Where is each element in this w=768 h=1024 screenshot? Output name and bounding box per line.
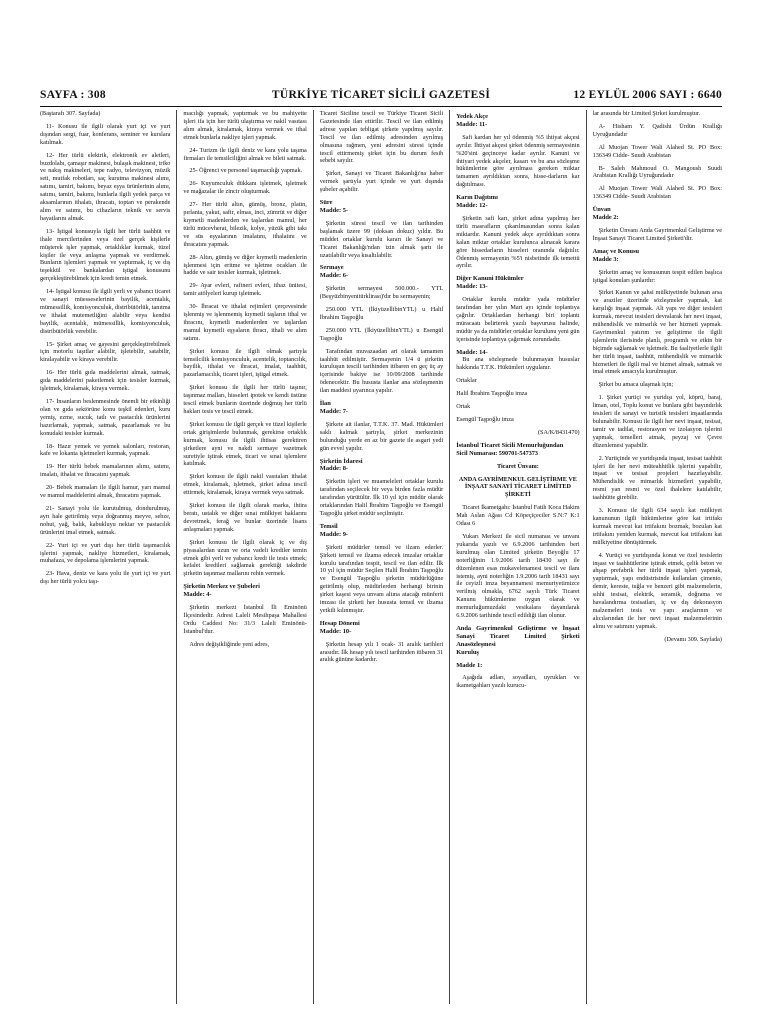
article-number: Madde 1: (456, 661, 483, 669)
paragraph: Adres değişikliğinde yeni adres, (189, 640, 270, 648)
paragraph: 16- Her türlü gıda maddelerini almak, satmak, gıda maddelerini paketlemek için tesisler kurmak, işletmek, kiralamak, kiraya vermek. (40, 369, 171, 393)
paragraph: 3. Konusu ile ilgili 634 sayılı kat mülkiyet kanununun ilgili hükümlerine göre kat irtifakı kurmak mevcut kat irtifakını bozmak, bozulan kat irtifakını yeniden kurmak, mevcut kat irtifakını kat mülkiyetine dönüştürmek. (592, 507, 722, 546)
paragraph: Şirket Kanun ve şahsi mülkiyetinde bulunan arsa ve araziler üzerinde sözleşmeler yapmak, kat karşılığı inşaat yapmak. Alt yapı ve diğer tesisleri kurmak, mevcut tesisleri devralarak her nevi inşaat, mühendislik ve mimarlık ve her hizmeti yapmak. Gayrimenkul yatırım ve geliştirme ile ilgili işlemlerin ilerisinde planlı, programlı ve etkin bir biçimde sağlamak ve işletmek. Bu faaliyetlerle ilgili her türlü inşaat, taahhüt, mühendislik ve mimarlık hizmetleri ile ilgili mal ve hizmet almak, satmak ve imal etmek amacıyla kurulmuştur. (592, 289, 722, 376)
column-4 (449, 110, 585, 1004)
paragraph: 250.000 YTL (İkiyüzellibinYTL) u Halil İbrahim Taşpoğlu (319, 306, 444, 321)
section-heading: İlan (319, 400, 331, 408)
paragraph: Şirketin Ünvanı Anda Gayrimenkul Geliştirme ve İnşaat Sanayi Ticaret Limited Şirketi'dir. (592, 226, 722, 242)
paragraph: 11- Konusu ile ilgili olarak yurt içi ve yurt dışından sergi, fuar, konferans, seminer ve kurslara katılmak. (40, 122, 171, 146)
paragraph: 14- İştigal konusu ile ilgili yerli ve yabancı ticaret ve sanayi müesseselerinin bayilik, acentalık, mümessillik, komisyonculuk, distribütörlük, tanıtma ve ithalat mutemetliğini alabilir veya kendisi bayilik, acentalık, mümessillik, komisyonculuk, distribütörlük verebilir. (40, 288, 171, 335)
paragraph: Ticaret İkametgahı: İstanbul Fatih Koca Hakim Mah Aslan Ağası Cd Köpeçiçeciler S.N:7 K:1 Odası 6 (456, 504, 580, 528)
paragraph: Şirketi müdürler temsil ve ilzam ederler. Şirketi temsil ve ilzama edecek imzalar ortaklar kurulu tarafından tespit, tescil ve ilan edilir. İlk 10 yıl için müdür Seçilen Halil İbrahim Taşpoğlu ve Esengül Taşpoğlu şirketin müdürlüğüne getirilmiş olup, müdürlerden herhangi birinin şirket kaşesi veya unvanı altına atacağı münferit imzası ile şirketi her hususta temsil ve ilzama yetkili kılınmıştır. (319, 543, 444, 614)
issue-date: 12 EYLÜL 2006 SAYI : 6640 (573, 89, 722, 101)
section-heading: Amaç ve Konusu (592, 247, 640, 255)
section-heading: Madde: 14- (456, 348, 488, 356)
section-heading: Sermaye (319, 264, 344, 272)
article-number: Madde: 8- (319, 465, 349, 473)
paragraph: 24- Turizm ile ilgili deniz ve kara yolu taşıma firmaları ile temsilciliğini almak ve bileti satmak. (183, 146, 307, 162)
company-name: ANDA GAYRİMENKUL GELİŞTİRME VE İNŞAAT SANAYİ TİCARET LİMİTED ŞİRKETİ (458, 475, 577, 499)
paragraph: Şirketin merkezi İstanbul İli Eminönü İlçesindedir. Adresi Laleli Mesihpaşa Mahallesi Ordu Caddesi No: 31/3 Laleli Eminönü- İstanbul'dur. (183, 604, 307, 635)
paragraph: 30- İhracat ve ithalat rejimleri çerçevesinde işlenmiş ve işlenmemiş kıymetli taşların ithal ve ihracını, kıymetli madenlerden ve taşlardan mamul kıymetli eşyaların ihracı, ithali ve alım satımı. (183, 303, 307, 342)
paragraph: Şirket bu amaca ulaşmak için; (598, 381, 674, 389)
paragraph: 27- Her türlü altın, gümüş, bronz, platin, pırlanta, yakut, safir, elmas, inci, zümrüt ve diğer kıymetli madenlerden ve taşlardan mamul, her türlü mücevherat, bilezik, kolye, yüzük gibi takı ve süs eşyalarının imalatını, ithalatını ve ihracatını yapmak. (183, 201, 307, 248)
paragraph: Şirket, Sanayi ve Ticaret Bakanlığı'na haber vermek şartıyla yurt içinde ve yurt dışında şubeler açabilir. (319, 170, 444, 194)
paragraph: Şirket konusu ile ilgili olarak iç ve dış piyasalardan uzun ve orta vadeli krediler temin etmek gibi yerli ve yabancı kredi ile tesis etmek; kefalet kredileri sağlamak gerektiği takdirde şirketin taşınmaz mallarını rehin vermek. (183, 538, 307, 578)
paragraph: Ortak (456, 403, 471, 411)
paragraph: Ticaret Siciline tescil ve Türkiye Ticaret Sicili Gazetesinde ilan ettirilir. Tescil ve ilan edilmiş adrese yapılan tebligat şirkete yapılmış sayılır. Tescil ve ilan edilmiş adresinden ayrılmış olmasına rağmen, yeni adresini süresi içinde tescil ettirmemiş şirket için bu durum fesih sebebi sayılır. (319, 110, 444, 165)
paragraph: Şirketin safi karı, şirket adına yapılmış her türlü masrafların çıkarılmasından sonra kalan miktardır. Kanuni yedek akçe ayrıldıktan sonra kalan miktar ortaklar kurulunca alınacak karara göre hissedarların hisseleri oranında dağıtılır. Ödenmiş sermayenin %5'i nisbetinde ilk temettü ayrılır. (456, 214, 580, 270)
paragraph: 19- Her türlü bebek mamalarının alımı, satımı, imalatı, ithalat ve ihracatını yapmak. (40, 463, 171, 479)
paragraph: lar arasında bir Limited Şirket kurulmuştur. (592, 110, 701, 117)
paragraph: 20- Bebek mamaları ile ilgili hamur, yarı mamul ve mamul maddelerini almak, ihracatını yapmak. (40, 484, 171, 500)
paragraph: 18- Hazır yemek ve yemek salonları, restoran, kafe ve lokanta işletmeleri kurmak, yapmak. (40, 442, 171, 458)
column-3 (313, 110, 449, 1004)
paragraph: 25- Öğrenci ve personel taşımacılığı yapmak. (189, 167, 303, 175)
paragraph: Al Muojan Tower Wali Alahed St. PO Box: 136349 Cidde- Suudi Arabistan (592, 185, 722, 201)
text-columns (40, 110, 722, 1004)
paragraph: Şirketin hesap yılı 1 ocak- 31 aralık tarihleri arasıdır. İlk hesap yılı tescil tarihinden itibaren 31 aralık gününe kadardır. (319, 640, 444, 664)
section-heading: Karın Dağıtımı (456, 194, 498, 202)
section-heading: Anda Gayrimenkul Geliştirme ve İnşaat Sanayi Ticaret Limited Şirketi Anasözleşmesi (456, 624, 580, 648)
article-number: Madde: 13- (456, 283, 488, 291)
paragraph: Şirket konusu ile ilgili olarak marka, ihtira beratı, ustalık ve diğer sınai mülkiyet haklarını devretmek, ferağ ve bunlar üzerinde lisans anlaşmaları yapmak. (183, 502, 307, 533)
article-number: Madde: 9- (319, 530, 349, 538)
paragraph: Bu ana sözleşmede bulunmayan hususlar hakkında T.T.K. Hükümleri uygulanır. (456, 356, 580, 372)
paragraph: Aşağıda adları, soyadları, uyrukları ve ikametgahları yazılı kurucu- (456, 674, 580, 690)
paragraph: Tarafından muvazaadan ari olarak tamamen taahhüt edilmiştir. Sermayenin 1/4 ü şirketin kuruluşun tescili tarihinden itibaren en geç üç ay içerisinde bakiye ise 10/09/2008 tarihinde ödenecektir. Bu hususta ilanlar ana sözleşmenin ilan maddesi uyarınca yapılır. (319, 347, 444, 395)
article-number: Madde: 4- (183, 591, 212, 599)
paragraph: Şirkete ait ilanlar, T.T.K. 37. Mad. Hükümleri saklı kalmak şartıyla, şirket merkezinin bulunduğu yerde en az bir gazete ile asgari yedi gün evvel yapılır. (319, 420, 444, 452)
article-number: Madde: 10- (319, 627, 352, 635)
section-heading: Diğer Kanuni Hükümler (456, 275, 524, 283)
section-heading: Ünvan (592, 206, 611, 214)
section-heading: Yedek Akçe (456, 113, 488, 120)
page-number: SAYFA : 308 (40, 89, 106, 101)
article-number: Madde: 7- (319, 408, 349, 415)
column-1 (40, 110, 176, 1004)
paragraph: 12- Her türlü elektrik, elektronik ev aletleri, buzdolabı, çamaşır makinesi, bulaşık makinesi, triko ve nakış makineleri, tepe radyo, televizyon, müzik seti, mutfak robotları, saç kurutma makinesi alımı, satımı, tamiri, bakımı, beyaz eşya ürünlerinin alımı, satımı, tamiri, bakımı, bunlarla ilgili yedek parça ve aksamlarının ithalatı, ihracatı, toptan ve perakende alım ve satımı, bu cihazların teknik ve servis hayatlarını almak. (40, 151, 171, 222)
registry-number: Sicil Numarası: 590701-547373 (456, 449, 538, 457)
continuation-note: (Baştarafı 307. Sayfada) (40, 110, 101, 117)
paragraph: 13- İştigal konusuyla ilgili her türlü taahhüt ve ihale mercilerinden veya özel gerçek kişilerle müşterek işler yapmak, ortaklıklar kurmak, tüzel kişiler ile veya anlaşma yapmak ve verdirmek. Bunların işlemleri yapmak ve yaptırmak, iç ve dış teşekkül ve bankalardan iştigal konusunu gerçekleştirebilmek için kredi temin etmek. (40, 227, 171, 283)
paragraph: 23- Hava, deniz ve kara yolu ile yurt içi ve yurt dışı her türlü yolcu taşı- (40, 570, 171, 586)
paragraph: Safi kardan her yıl ödenmiş %5 ihtiyat akçesi ayrılır. İhtiyat akçesi şirket ödenmiş sermayesinin %20'sini geçinceye kadar ayrılır. Kanuni ve ihtiyari yedek akçeler, kasarı ve bu ana sözleşme hükümlerine göre ayrılması gereken miktar tamamen ayrıldıktan sonra, hisse-darların kar dağıtılması. (456, 133, 580, 189)
article-number: Madde: 6- (319, 272, 349, 280)
paragraph: B- Saleh Mahmoud O. Mangoush Suudi Arabistan Krallığı Uyruğundadır (592, 164, 722, 180)
paragraph: Şirketin sermayesi 500.000.- YTL (Beşyüzbinyenitürklirası)'dır bu sermayenin; (319, 285, 444, 301)
continued-note: (Devamı 309. Sayfada) (664, 635, 722, 643)
paragraph: Şirketin amaç ve konusunun tespit edilen başlıca iştigal konuları şunlardır: (592, 268, 722, 284)
paragraph: 4. Yurtiçi ve yurtdışında konut ve özel tesislerin inşası ve taahhütlerine iştirak etmek, çelik beton ve ahşap prefabrik her türlü inşaat işleri yapmak, yaptırmak, yapı endüstrisinde kullanılan çimento, demir, kereste, tuğla ve benzeri gibi malzemelerin, sıhhi tesisat, elektrik, seramik, doğrama ve havalandırma tesisatları, iç ve dış dekorasyon malzemeleri tesis ve yapı araçlarının ve alıcılarından ile her nevi inşaat malzemelerinin alımı ve satımını yapmak. (592, 551, 722, 630)
article-number: Madde: 5- (319, 206, 349, 214)
paragraph: Şirketin süresi tescil ve ilan tarihinden başlamak üzere 99 (doksan dokuz) yıldır. Bu müddet ortaklar kurulu kararı ile Sanayi ve Ticaret Bakanlığı'ndan izin almak şartı ile uzatılabilir veya kısaltılabilir. (319, 219, 444, 259)
paragraph: 29- Ayar evleri, rafineri evleri, ithaz ünitesi, tamir atölyeleri kurup işletmek. (183, 282, 307, 298)
section-heading: Hesap Dönemi (319, 619, 360, 627)
paragraph: Şirket konusu ile ilgili her türlü taşınır, taşınmaz malları, hisseleri ipotek ve kendi üstüne tescil etmek bunların üzerinde doğmuş her türlü hakları tesis ve tescil etmek. (183, 384, 307, 415)
column-5 (586, 110, 722, 1004)
paragraph: 15- Şirket amaç ve gayesini gerçekleştirebilmek için motorlu taşıtlar alabilir, işletebilir, satabilir, kiralayabilir ve kiraya verebilir. (40, 340, 171, 364)
paragraph: 26- Kuyumculuk dükkanı işletmek, işletmek ve mağazalar ile zincir oluşturmak. (183, 180, 307, 196)
paragraph: macılığı yapmak, yaptırmak ve bu mahiyette işleri ifa için her türlü ulaştırma ve nakil vasıtası alım almak, kiralamak, kiraya vermek ve ithal etmek bunlarla nakliye işleri yapmak. (183, 110, 307, 141)
paragraph: Şirketin işleri ve muameleleri ortaklar kurulu tarafından seçilecek bir veya birden fazla müdür tarafından yürütülür. İlk 10 yıl için müdür olarak ortaklarından Halil İbrahim Taşpoğlu ve Esengül Taşpoğlu şirket müdür seçilmiştir. (319, 478, 444, 517)
article-number: Madde: 11- (456, 120, 488, 128)
paragraph: 28- Altın, gümüş ve diğer kıymetli madenlerin işlenmesi için eritme ve işletme ocakları ile hadde ve sair tesisler kurmak, işletmek. (183, 253, 307, 277)
paragraph: 1. Şirket yurtiçi ve yurtdışı yol, köprü, baraj, liman, otel, Toplu konut ve bunlara gibi bayındırlık tesisleri ile sanayi ve turistik tesisleri inşaatlarında bulunabilir. Konusu ile ilgili her nevi inşaat, tesisat, tamir ve tadilat, restorasyon ve izolasyon işlerini yapmak, temelleri atmak, peyzaj ve Çevre düzenlemesi yapabilir. (592, 394, 722, 449)
section-heading: Şirketin İdaresi (319, 457, 363, 465)
article-title: Kuruluş (456, 648, 479, 656)
section-heading: Temsil (319, 522, 338, 530)
paragraph: 22- Yurt içi ve yurt dışı her türlü taşımacılık işlerini yapmak, nakliye hizmetleri, kiralamak, muhafaza, ve depolama işlemlerini yapmak. (40, 541, 171, 565)
paragraph: Yukarı Merkezi ile sicil numarası ve unvanı yukarıda yazılı ve 6.9.2006 tarihinden beri kurulmuş olan Limited şirketin Beyoğlu 17 noterliğinin 1.9.2006 tarih 18430 sayı ile düzenlenen esas mukavelenamesi tescil ve ilanı istemiş, ayni noterliğin 1.9.2006 tarih 18431 sayı ile ceyizli imza beyannamesi memuriyetimizce verilmiş olmakla, 6762 sayılı Türk Ticaret Kanunu hükümlerine uygun olarak ve memurluğumuzdaki vesikalara dayanılarak 6.9.2006 tarihinde tescil edildiği ilan olunur. (456, 532, 580, 620)
paragraph: Şirket konusu ile ilgili gerçek ve tüzel kişilerle ortak girişimlerde bulunmak, gerekirse ortaklık kurmak, konusu ile ilgili ihtisas gerektiren şirketlere ayni ve nakdi sermaye vazetmek suretiyle iştirak etmek, ticari ve sınai işlemlere katılmak. (183, 420, 307, 468)
paragraph: 17- İnsanların beslenmesinde önemli bir etkinliği olan ve gıda sektörüne konu teşkil edenleri, kuru yemiş, ezme, sucuk, tatlı ve pastacılık ürünlerini hazırlamak, yapmak, satmak, pazarlamak ve bu konudaki tesisler kurmak. (40, 398, 171, 437)
section-heading: İstanbul Ticaret Sicili Memurluğundan (456, 441, 564, 449)
column-2 (176, 110, 312, 1004)
article-number: Madde 3: (592, 255, 619, 263)
paragraph: Şirket konusu ile ilgili nakil vasıtaları ithalat etmek, kiralamak, işletmek, şirket adına tescil ettirmek, kiralamak, kiraya vermek veya satmak. (183, 473, 307, 497)
article-number: Madde: 12- (456, 202, 488, 210)
article-number: Madde 2: (592, 214, 619, 222)
paragraph: Halil İbrahim Taşpoğlu imza (456, 390, 528, 398)
section-heading: Süre (319, 199, 333, 207)
paragraph: Ortaklar kurulu müdür yada müdürler tarafından her yılın Mart ayı içinde toplantıya çağrılır. Ortaklardan herhangi biri toplantı müracaatı belirterek yazılı başvurusu halinde, müdür ya da müdürler ortaklar kurulunu yeni gün içerisinde toplantıya çağırmak zorundadır. (456, 296, 580, 343)
paragraph: Şirket konusu ile ilgili olmak şartıyla temsilcilik komisyonculuk, acentelik, toptancılık, bayilik, ithalat ve ihracat, imalat, taahhüt, pazarlamacılık, ticaret işleri, iştigal etmek. (183, 347, 307, 379)
paragraph: 21- Sanayi yolu ile kurutulmuş, dondurulmuş, ayrı hale getirilmiş veya doğranmış meyve, sebze, nohut, yağ, balık, kabukluyu nektar ve pastacılık ürünlerini imal etmek, satmak. (40, 504, 171, 536)
paragraph: Ortaklar (456, 377, 477, 385)
paragraph: Esengül Taşpoğlu imza (456, 416, 514, 423)
reference-code: (SA/K/8431470) (538, 428, 580, 436)
paragraph: A- Hisham Y. Qadishi Ürdün Krallığı Uyruğundadır (592, 122, 722, 138)
gazette-title: TÜRKİYE TİCARET SİCİLİ GAZETESİ (271, 89, 491, 101)
page-header (40, 84, 722, 107)
paragraph: Al Muojan Tower Wali Alahed St. PO Box: 136349 Cidde- Suudi Arabistan (592, 143, 722, 159)
section-heading: Şirketin Merkez ve Şubeleri (183, 583, 260, 591)
trade-name-label: Ticaret Ünvanı: (496, 462, 539, 470)
paragraph: 250.000 YTL (İkiyüzellibinYTL) u Esengül Taşpoğlu (319, 326, 444, 342)
paragraph: 2. Yurtiçinde ve yurtdışında inşaat, tesisat taahhüt işleri ile her nevi müteahhitlik işlerini yapabilir, inşaat ve tesisat projeleri hazırlayabilir. Mühendislik ve mimarlık hizmetleri yapabilir, resmi yan resmi ve özel ihalelere katılabilir, taahhütte girebilir. (592, 454, 722, 502)
